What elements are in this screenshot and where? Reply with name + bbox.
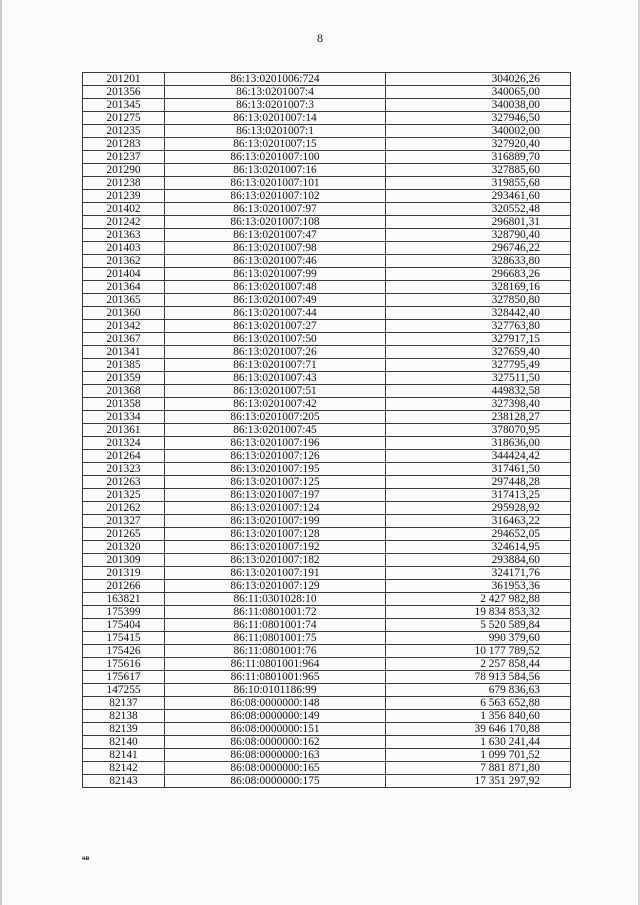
value-cell: 990 379,60	[386, 632, 571, 645]
object-id-cell: 201342	[83, 320, 165, 333]
table-row	[83, 216, 571, 229]
table-row	[83, 73, 571, 86]
table-row	[83, 515, 571, 528]
object-id-cell: 82141	[83, 749, 165, 762]
object-id-cell: 201323	[83, 463, 165, 476]
cadastral-number-cell: 86:11:0801001:964	[165, 658, 386, 671]
value-cell: 319855,68	[386, 177, 571, 190]
cadastral-number-cell: 86:13:0201007:27	[165, 320, 386, 333]
table-row	[83, 658, 571, 671]
object-id-cell: 82137	[83, 697, 165, 710]
value-cell: 327795,49	[386, 359, 571, 372]
cadastral-number-cell: 86:13:0201007:3	[165, 99, 386, 112]
value-cell: 304026,26	[386, 73, 571, 86]
object-id-cell: 201238	[83, 177, 165, 190]
object-id-cell: 201263	[83, 476, 165, 489]
cadastral-number-cell: 86:13:0201007:43	[165, 372, 386, 385]
object-id-cell: 175616	[83, 658, 165, 671]
object-id-cell: 201368	[83, 385, 165, 398]
object-id-cell: 147255	[83, 684, 165, 697]
object-id-cell: 175404	[83, 619, 165, 632]
object-id-cell: 201324	[83, 437, 165, 450]
cadastral-number-cell: 86:13:0201007:197	[165, 489, 386, 502]
object-id-cell: 201385	[83, 359, 165, 372]
cadastral-number-cell: 86:08:0000000:151	[165, 723, 386, 736]
cadastral-number-cell: 86:08:0000000:149	[165, 710, 386, 723]
value-cell: 679 836,63	[386, 684, 571, 697]
object-id-cell: 82140	[83, 736, 165, 749]
object-id-cell: 201356	[83, 86, 165, 99]
cadastral-number-cell: 86:13:0201007:15	[165, 138, 386, 151]
table-row	[83, 190, 571, 203]
object-id-cell: 201403	[83, 242, 165, 255]
object-id-cell: 201266	[83, 580, 165, 593]
object-id-cell: 201361	[83, 424, 165, 437]
table-row	[83, 619, 571, 632]
scan-edge-left	[0, 0, 2, 905]
object-id-cell: 201309	[83, 554, 165, 567]
value-cell: 17 351 297,92	[386, 775, 571, 788]
table-row	[83, 554, 571, 567]
value-cell: 361953,36	[386, 580, 571, 593]
page-number: 8	[317, 31, 323, 45]
table-row	[83, 450, 571, 463]
cadastral-number-cell: 86:13:0201007:46	[165, 255, 386, 268]
value-cell: 10 177 789,52	[386, 645, 571, 658]
table-row	[83, 125, 571, 138]
object-id-cell: 201242	[83, 216, 165, 229]
value-cell: 327920,40	[386, 138, 571, 151]
table-row	[83, 385, 571, 398]
object-id-cell: 201341	[83, 346, 165, 359]
value-cell: 344424,42	[386, 450, 571, 463]
value-cell: 317461,50	[386, 463, 571, 476]
object-id-cell: 175415	[83, 632, 165, 645]
cadastral-number-cell: 86:13:0201007:129	[165, 580, 386, 593]
cadastral-number-cell: 86:11:0801001:965	[165, 671, 386, 684]
value-cell: 1 630 241,44	[386, 736, 571, 749]
table-row	[83, 775, 571, 788]
table-row	[83, 307, 571, 320]
table-row	[83, 242, 571, 255]
value-cell: 328169,16	[386, 281, 571, 294]
table-row	[83, 528, 571, 541]
object-id-cell: 201363	[83, 229, 165, 242]
table-row	[83, 86, 571, 99]
table-row	[83, 255, 571, 268]
value-cell: 328790,40	[386, 229, 571, 242]
data-table	[82, 72, 571, 788]
object-id-cell: 201359	[83, 372, 165, 385]
cadastral-number-cell: 86:11:0801001:75	[165, 632, 386, 645]
table-row	[83, 593, 571, 606]
table-row	[83, 736, 571, 749]
object-id-cell: 201367	[83, 333, 165, 346]
table-row	[83, 138, 571, 151]
table-row	[83, 645, 571, 658]
value-cell: 5 520 589,84	[386, 619, 571, 632]
table-row	[83, 164, 571, 177]
value-cell: 327917,15	[386, 333, 571, 346]
object-id-cell: 201404	[83, 268, 165, 281]
table-row	[83, 333, 571, 346]
value-cell: 1 099 701,52	[386, 749, 571, 762]
object-id-cell: 82139	[83, 723, 165, 736]
object-id-cell: 201334	[83, 411, 165, 424]
cadastral-number-cell: 86:13:0201007:100	[165, 151, 386, 164]
cadastral-number-cell: 86:11:0301028:10	[165, 593, 386, 606]
object-id-cell: 82142	[83, 762, 165, 775]
object-id-cell: 201265	[83, 528, 165, 541]
cadastral-number-cell: 86:13:0201007:128	[165, 528, 386, 541]
value-cell: 296801,31	[386, 216, 571, 229]
table-row	[83, 281, 571, 294]
table-row	[83, 151, 571, 164]
object-id-cell: 175617	[83, 671, 165, 684]
value-cell: 378070,95	[386, 424, 571, 437]
table-row	[83, 580, 571, 593]
value-cell: 340002,00	[386, 125, 571, 138]
value-cell: 297448,28	[386, 476, 571, 489]
value-cell: 39 646 170,88	[386, 723, 571, 736]
object-id-cell: 163821	[83, 593, 165, 606]
cadastral-number-cell: 86:13:0201007:45	[165, 424, 386, 437]
table-row	[83, 749, 571, 762]
object-id-cell: 201290	[83, 164, 165, 177]
value-cell: 78 913 584,56	[386, 671, 571, 684]
value-cell: 327763,80	[386, 320, 571, 333]
object-id-cell: 201319	[83, 567, 165, 580]
cadastral-number-cell: 86:08:0000000:162	[165, 736, 386, 749]
cadastral-number-cell: 86:11:0801001:76	[165, 645, 386, 658]
table-row	[83, 463, 571, 476]
table-body	[83, 73, 571, 788]
table-row	[83, 229, 571, 242]
value-cell: 340038,00	[386, 99, 571, 112]
value-cell: 327946,50	[386, 112, 571, 125]
cadastral-number-cell: 86:13:0201007:4	[165, 86, 386, 99]
cadastral-number-cell: 86:13:0201007:195	[165, 463, 386, 476]
cadastral-number-cell: 86:13:0201007:205	[165, 411, 386, 424]
table-row	[83, 606, 571, 619]
value-cell: 327398,40	[386, 398, 571, 411]
object-id-cell: 201201	[83, 73, 165, 86]
table-row	[83, 762, 571, 775]
cadastral-number-cell: 86:13:0201007:49	[165, 294, 386, 307]
table-row	[83, 112, 571, 125]
cadastral-number-cell: 86:10:0101186:99	[165, 684, 386, 697]
value-cell: 294652,05	[386, 528, 571, 541]
value-cell: 328633,80	[386, 255, 571, 268]
table-row	[83, 697, 571, 710]
value-cell: 2 427 982,88	[386, 593, 571, 606]
value-cell: 295928,92	[386, 502, 571, 515]
value-cell: 324614,95	[386, 541, 571, 554]
value-cell: 2 257 858,44	[386, 658, 571, 671]
value-cell: 7 881 871,80	[386, 762, 571, 775]
cadastral-number-cell: 86:13:0201007:124	[165, 502, 386, 515]
object-id-cell: 201358	[83, 398, 165, 411]
table-row	[83, 359, 571, 372]
table-row	[83, 567, 571, 580]
cadastral-number-cell: 86:13:0201007:44	[165, 307, 386, 320]
table-row	[83, 294, 571, 307]
value-cell: 316889,70	[386, 151, 571, 164]
table-row	[83, 268, 571, 281]
value-cell: 316463,22	[386, 515, 571, 528]
object-id-cell: 201402	[83, 203, 165, 216]
cadastral-number-cell: 86:13:0201007:99	[165, 268, 386, 281]
cadastral-number-cell: 86:13:0201007:196	[165, 437, 386, 450]
table-row	[83, 489, 571, 502]
table-row	[83, 320, 571, 333]
object-id-cell: 201360	[83, 307, 165, 320]
table-row	[83, 372, 571, 385]
object-id-cell: 82138	[83, 710, 165, 723]
table-row	[83, 541, 571, 554]
cadastral-number-cell: 86:13:0201007:97	[165, 203, 386, 216]
table-row	[83, 99, 571, 112]
cadastral-number-cell: 86:13:0201007:182	[165, 554, 386, 567]
cadastral-number-cell: 86:13:0201007:16	[165, 164, 386, 177]
cadastral-number-cell: 86:13:0201007:1	[165, 125, 386, 138]
value-cell: 327850,80	[386, 294, 571, 307]
table-row	[83, 476, 571, 489]
cadastral-number-cell: 86:13:0201007:51	[165, 385, 386, 398]
table-row	[83, 437, 571, 450]
cadastral-number-cell: 86:13:0201007:48	[165, 281, 386, 294]
value-cell: 327659,40	[386, 346, 571, 359]
value-cell: 296746,22	[386, 242, 571, 255]
cadastral-number-cell: 86:08:0000000:165	[165, 762, 386, 775]
object-id-cell: 201239	[83, 190, 165, 203]
object-id-cell: 201327	[83, 515, 165, 528]
value-cell: 328442,40	[386, 307, 571, 320]
object-id-cell: 175426	[83, 645, 165, 658]
cadastral-number-cell: 86:13:0201007:42	[165, 398, 386, 411]
object-id-cell: 201364	[83, 281, 165, 294]
value-cell: 296683,26	[386, 268, 571, 281]
object-id-cell: 175399	[83, 606, 165, 619]
value-cell: 327885,60	[386, 164, 571, 177]
cadastral-number-cell: 86:13:0201006:724	[165, 73, 386, 86]
value-cell: 317413,25	[386, 489, 571, 502]
value-cell: 293884,60	[386, 554, 571, 567]
cadastral-number-cell: 86:13:0201007:98	[165, 242, 386, 255]
object-id-cell: 201283	[83, 138, 165, 151]
table-row	[83, 632, 571, 645]
table-row	[83, 398, 571, 411]
value-cell: 324171,76	[386, 567, 571, 580]
object-id-cell: 201235	[83, 125, 165, 138]
object-id-cell: 201237	[83, 151, 165, 164]
cadastral-number-cell: 86:13:0201007:14	[165, 112, 386, 125]
table-row	[83, 723, 571, 736]
cadastral-number-cell: 86:13:0201007:192	[165, 541, 386, 554]
value-cell: 327511,50	[386, 372, 571, 385]
table-row	[83, 684, 571, 697]
object-id-cell: 82143	[83, 775, 165, 788]
table-row	[83, 203, 571, 216]
cadastral-number-cell: 86:13:0201007:108	[165, 216, 386, 229]
cadastral-number-cell: 86:11:0801001:72	[165, 606, 386, 619]
table-row	[83, 671, 571, 684]
cadastral-number-cell: 86:13:0201007:125	[165, 476, 386, 489]
footer-mark: нв	[82, 856, 90, 862]
cadastral-number-cell: 86:08:0000000:163	[165, 749, 386, 762]
object-id-cell: 201262	[83, 502, 165, 515]
cadastral-number-cell: 86:13:0201007:50	[165, 333, 386, 346]
value-cell: 449832,58	[386, 385, 571, 398]
cadastral-number-cell: 86:13:0201007:191	[165, 567, 386, 580]
value-cell: 6 563 652,88	[386, 697, 571, 710]
cadastral-number-cell: 86:13:0201007:101	[165, 177, 386, 190]
table-row	[83, 710, 571, 723]
cadastral-number-cell: 86:13:0201007:102	[165, 190, 386, 203]
value-cell: 238128,27	[386, 411, 571, 424]
table-row	[83, 424, 571, 437]
object-id-cell: 201325	[83, 489, 165, 502]
value-cell: 320552,48	[386, 203, 571, 216]
object-id-cell: 201264	[83, 450, 165, 463]
cadastral-number-cell: 86:13:0201007:71	[165, 359, 386, 372]
cadastral-number-cell: 86:08:0000000:175	[165, 775, 386, 788]
object-id-cell: 201320	[83, 541, 165, 554]
table-row	[83, 411, 571, 424]
cadastral-number-cell: 86:13:0201007:26	[165, 346, 386, 359]
object-id-cell: 201345	[83, 99, 165, 112]
object-id-cell: 201365	[83, 294, 165, 307]
value-cell: 318636,00	[386, 437, 571, 450]
object-id-cell: 201362	[83, 255, 165, 268]
cadastral-number-cell: 86:13:0201007:199	[165, 515, 386, 528]
value-cell: 1 356 840,60	[386, 710, 571, 723]
table-row	[83, 177, 571, 190]
cadastral-number-cell: 86:13:0201007:47	[165, 229, 386, 242]
value-cell: 293461,60	[386, 190, 571, 203]
cadastral-number-cell: 86:11:0801001:74	[165, 619, 386, 632]
table-row	[83, 346, 571, 359]
object-id-cell: 201275	[83, 112, 165, 125]
cadastral-number-cell: 86:13:0201007:126	[165, 450, 386, 463]
cadastral-number-cell: 86:08:0000000:148	[165, 697, 386, 710]
value-cell: 340065,00	[386, 86, 571, 99]
value-cell: 19 834 853,32	[386, 606, 571, 619]
table-row	[83, 502, 571, 515]
